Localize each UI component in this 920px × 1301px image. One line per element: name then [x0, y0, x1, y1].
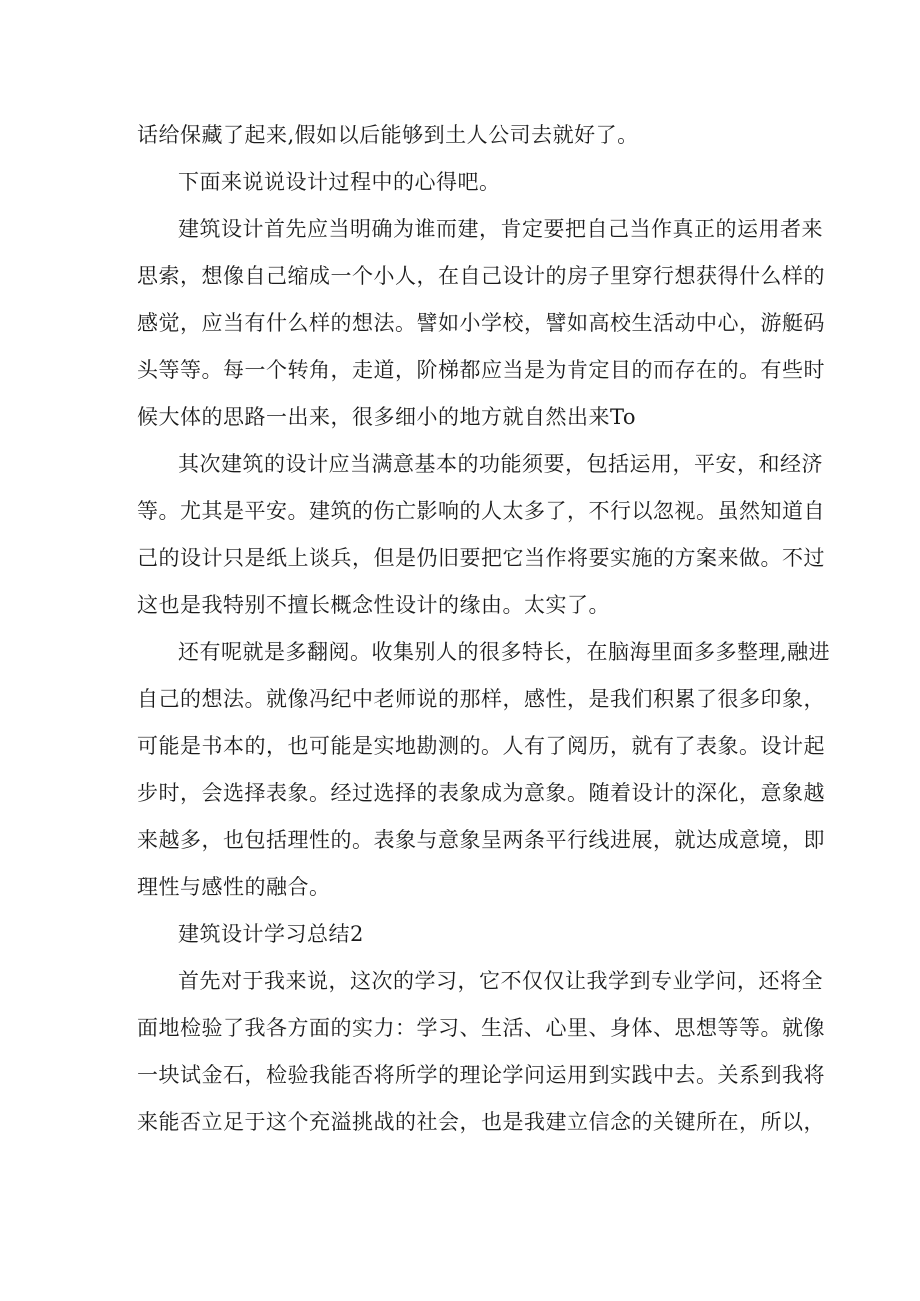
text-line: 面地检验了我各方面的实力：学习、生活、心里、身体、思想等等。就像	[137, 1016, 825, 1040]
text-line: 来能否立足于这个充溢挑战的社会，也是我建立信念的关键所在，所以，	[137, 1110, 825, 1134]
text-line: 思索，想像自己缩成一个小人，在自己设计的房子里穿行想获得什么样的	[137, 264, 825, 288]
text-line: 下面来说说设计过程中的心得吧。	[178, 170, 501, 194]
text-line: 话给保藏了起来,假如以后能够到土人公司去就好了。	[137, 123, 639, 147]
text-line: 己的设计只是纸上谈兵，但是仍旧要把它当作将要实施的方案来做。不过	[137, 546, 825, 570]
text-line: 等。尤其是平安。建筑的伤亡影响的人太多了，不行以忽视。虽然知道自	[137, 499, 825, 523]
text-line: 感觉，应当有什么样的想法。譬如小学校，譬如高校生活动中心，游艇码	[137, 311, 825, 335]
text-line: 其次建筑的设计应当满意基本的功能须要，包括运用，平安，和经济	[178, 452, 823, 476]
section-heading: 建筑设计学习总结2	[178, 922, 364, 946]
text-line: 理性与感性的融合。	[137, 875, 331, 899]
text-line: 候大体的思路一出来，很多细小的地方就自然出来To	[137, 405, 637, 429]
text-line: 建筑设计首先应当明确为谁而建，肯定要把自己当作真正的运用者来	[178, 217, 823, 241]
text-line: 首先对于我来说，这次的学习，它不仅仅让我学到专业学问，还将全	[178, 969, 823, 993]
text-line: 自己的想法。就像冯纪中老师说的那样，感性，是我们积累了很多印象，	[137, 687, 825, 711]
text-line: 一块试金石，检验我能否将所学的理论学问运用到实践中去。关系到我将	[137, 1063, 825, 1087]
text-line: 来越多，也包括理性的。表象与意象呈两条平行线进展，就达成意境，即	[137, 828, 825, 852]
document-body	[137, 112, 831, 1146]
text-line: 这也是我特别不擅长概念性设计的缘由。太实了。	[137, 593, 610, 617]
text-line: 步时，会选择表象。经过选择的表象成为意象。随着设计的深化，意象越	[137, 781, 825, 805]
text-line: 还有呢就是多翻阅。收集别人的很多特长，在脑海里面多多整理,融进	[178, 640, 831, 664]
text-line: 头等等。每一个转角，走道，阶梯都应当是为肯定目的而存在的。有些时	[137, 358, 825, 382]
text-line: 可能是书本的，也可能是实地勘测的。人有了阅历，就有了表象。设计起	[137, 734, 825, 758]
